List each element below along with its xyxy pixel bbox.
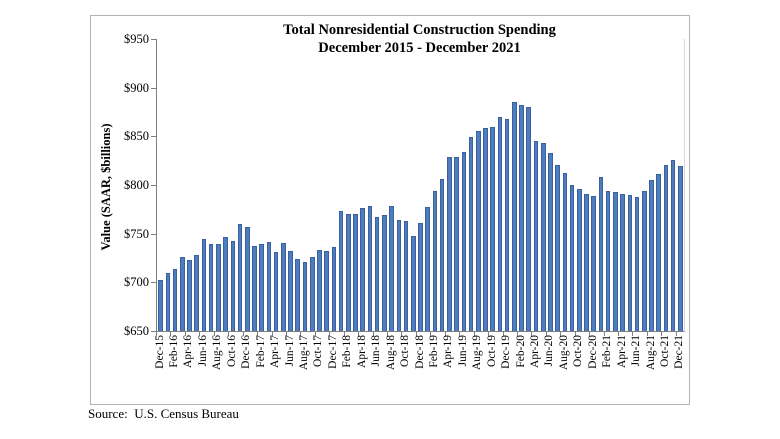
x-tick-label: Oct-16 — [225, 335, 238, 367]
bar-Aug-19 — [476, 131, 481, 331]
x-tick-label: Oct-21 — [658, 335, 671, 367]
bar-Oct-18 — [404, 221, 409, 331]
bar-Jun-20 — [548, 153, 553, 331]
x-tick-label: Oct-20 — [572, 335, 585, 367]
x-tick-label: Apr-19 — [442, 335, 455, 368]
bar-Jul-18 — [382, 215, 387, 331]
bar-Dec-19 — [505, 119, 510, 331]
x-tick-label: Aug-18 — [384, 335, 397, 371]
x-tick-label: Jun-18 — [370, 335, 383, 367]
y-tick-label: $900 — [124, 80, 149, 95]
bar-Jul-20 — [555, 165, 560, 331]
x-tick-label: Apr-17 — [269, 335, 282, 368]
bar-Aug-20 — [563, 173, 568, 331]
bar-Jun-17 — [288, 251, 293, 331]
bar-Nov-16 — [238, 224, 243, 331]
bar-Nov-19 — [498, 117, 503, 331]
bar-May-21 — [628, 195, 633, 331]
x-tick-label: Feb-20 — [514, 335, 527, 368]
x-tick-label: Feb-21 — [601, 335, 614, 368]
bar-Jan-21 — [599, 177, 604, 331]
bar-Dec-21 — [678, 166, 683, 331]
bar-Feb-19 — [433, 191, 438, 331]
bar-Mar-20 — [526, 107, 531, 331]
y-tick-label: $850 — [124, 129, 149, 144]
chart-frame — [90, 15, 690, 405]
bar-Oct-21 — [664, 165, 669, 331]
bar-Nov-20 — [584, 194, 589, 331]
x-tick-label: Apr-16 — [182, 335, 195, 368]
bar-Feb-16 — [173, 269, 178, 331]
x-tick-label: Aug-16 — [211, 335, 224, 371]
bar-Jul-21 — [642, 191, 647, 331]
y-tick-label: $700 — [124, 275, 149, 290]
bar-Jan-17 — [252, 246, 257, 331]
y-tick-label: $650 — [124, 324, 149, 338]
bar-Jun-16 — [202, 239, 207, 331]
y-axis-title: Value (SAAR, $billions) — [99, 123, 113, 251]
source-note: Source: U.S. Census Bureau — [88, 406, 239, 421]
plot-area — [156, 39, 685, 332]
x-tick-label: Aug-20 — [557, 335, 570, 371]
y-tick-mark — [151, 39, 156, 40]
x-tick-label: Dec-19 — [500, 335, 513, 369]
bar-Sep-18 — [397, 220, 402, 331]
chart-title-line2: December 2015 - December 2021 — [318, 40, 521, 56]
bar-Apr-16 — [187, 260, 192, 331]
bar-Dec-15 — [158, 280, 163, 331]
x-tick-label: Aug-17 — [297, 335, 310, 371]
bar-May-20 — [541, 143, 546, 331]
bar-Apr-19 — [447, 157, 452, 331]
bar-Feb-20 — [519, 105, 524, 331]
x-tick-label: Oct-17 — [312, 335, 325, 367]
x-tick-label: Apr-18 — [355, 335, 368, 368]
bar-Jul-16 — [209, 244, 214, 331]
x-tick-label: Feb-16 — [168, 335, 181, 368]
x-tick-label: Feb-18 — [341, 335, 354, 368]
x-tick-label: Feb-19 — [427, 335, 440, 368]
bar-Sep-17 — [310, 257, 315, 331]
bar-Jun-21 — [635, 197, 640, 331]
bar-Jul-17 — [295, 259, 300, 331]
bar-Dec-20 — [591, 196, 596, 331]
bar-Oct-17 — [317, 250, 322, 331]
x-tick-label: Feb-17 — [254, 335, 267, 368]
y-tick-mark — [151, 282, 156, 283]
bar-Jan-16 — [166, 273, 171, 331]
bar-May-19 — [454, 157, 459, 331]
bar-Feb-17 — [259, 244, 264, 331]
bar-Mar-16 — [180, 257, 185, 331]
bar-Jan-18 — [339, 211, 344, 331]
bar-Nov-18 — [411, 236, 416, 331]
bar-Nov-17 — [324, 251, 329, 331]
bar-May-17 — [281, 243, 286, 331]
y-tick-label: $950 — [124, 32, 149, 46]
x-tick-label: Apr-20 — [529, 335, 541, 368]
bar-Jul-19 — [469, 137, 474, 331]
bar-Mar-17 — [267, 242, 272, 331]
x-tick-label: Dec-15 — [153, 335, 166, 369]
x-tick-label: Dec-20 — [586, 335, 599, 369]
bar-Jan-20 — [512, 102, 517, 331]
x-tick-label: Aug-21 — [644, 335, 657, 371]
x-tick-label: Dec-21 — [673, 335, 686, 369]
x-tick-label: Oct-19 — [485, 335, 498, 367]
bar-Aug-18 — [389, 206, 394, 331]
x-tick-label: Jun-17 — [283, 335, 296, 367]
bar-Dec-16 — [245, 227, 250, 331]
bar-Apr-17 — [274, 252, 279, 331]
bar-Aug-17 — [303, 262, 308, 331]
bar-Nov-21 — [671, 160, 676, 331]
bar-Feb-18 — [346, 214, 351, 331]
y-tick-mark — [151, 136, 156, 137]
x-tick-label: Aug-19 — [471, 335, 484, 371]
bar-Mar-19 — [440, 179, 445, 331]
bar-Sep-16 — [223, 237, 228, 331]
bar-Feb-21 — [606, 191, 611, 331]
x-tick-label: Apr-21 — [615, 335, 628, 368]
y-tick-label: $750 — [124, 226, 149, 241]
bar-Sep-21 — [656, 174, 661, 331]
y-tick-mark — [151, 88, 156, 89]
y-tick-mark — [151, 234, 156, 235]
bar-Sep-20 — [570, 185, 575, 331]
y-tick-label: $800 — [124, 178, 149, 192]
x-tick-label: Dec-17 — [326, 335, 339, 369]
bar-Oct-20 — [577, 189, 582, 331]
y-tick-mark — [151, 185, 156, 186]
bar-May-16 — [194, 255, 199, 331]
bar-Apr-20 — [534, 141, 539, 331]
x-tick-label: Dec-18 — [413, 335, 426, 369]
x-tick-label: Jun-16 — [196, 335, 209, 367]
bar-Jan-19 — [425, 207, 430, 331]
bar-Aug-16 — [216, 244, 221, 331]
chart-title-line1: Total Nonresidential Construction Spending — [283, 22, 556, 38]
x-tick-label: Jun-20 — [543, 335, 556, 367]
bar-May-18 — [368, 206, 373, 331]
bar-Oct-16 — [231, 241, 236, 331]
x-tick-label: Jun-19 — [456, 335, 469, 367]
bar-Aug-21 — [649, 180, 654, 331]
bar-Apr-18 — [360, 208, 365, 331]
bar-Sep-19 — [483, 128, 488, 331]
bar-Mar-18 — [353, 214, 358, 331]
bar-Apr-21 — [620, 194, 625, 331]
x-tick-label: Oct-18 — [399, 335, 412, 367]
bar-Dec-18 — [418, 223, 423, 331]
x-tick-label: Dec-16 — [240, 335, 253, 369]
x-tick-label: Jun-21 — [630, 335, 643, 367]
bar-Dec-17 — [332, 247, 337, 331]
bar-Oct-19 — [490, 127, 495, 331]
bar-Jun-19 — [462, 152, 467, 331]
bar-Mar-21 — [613, 192, 618, 331]
bar-Jun-18 — [375, 217, 380, 331]
